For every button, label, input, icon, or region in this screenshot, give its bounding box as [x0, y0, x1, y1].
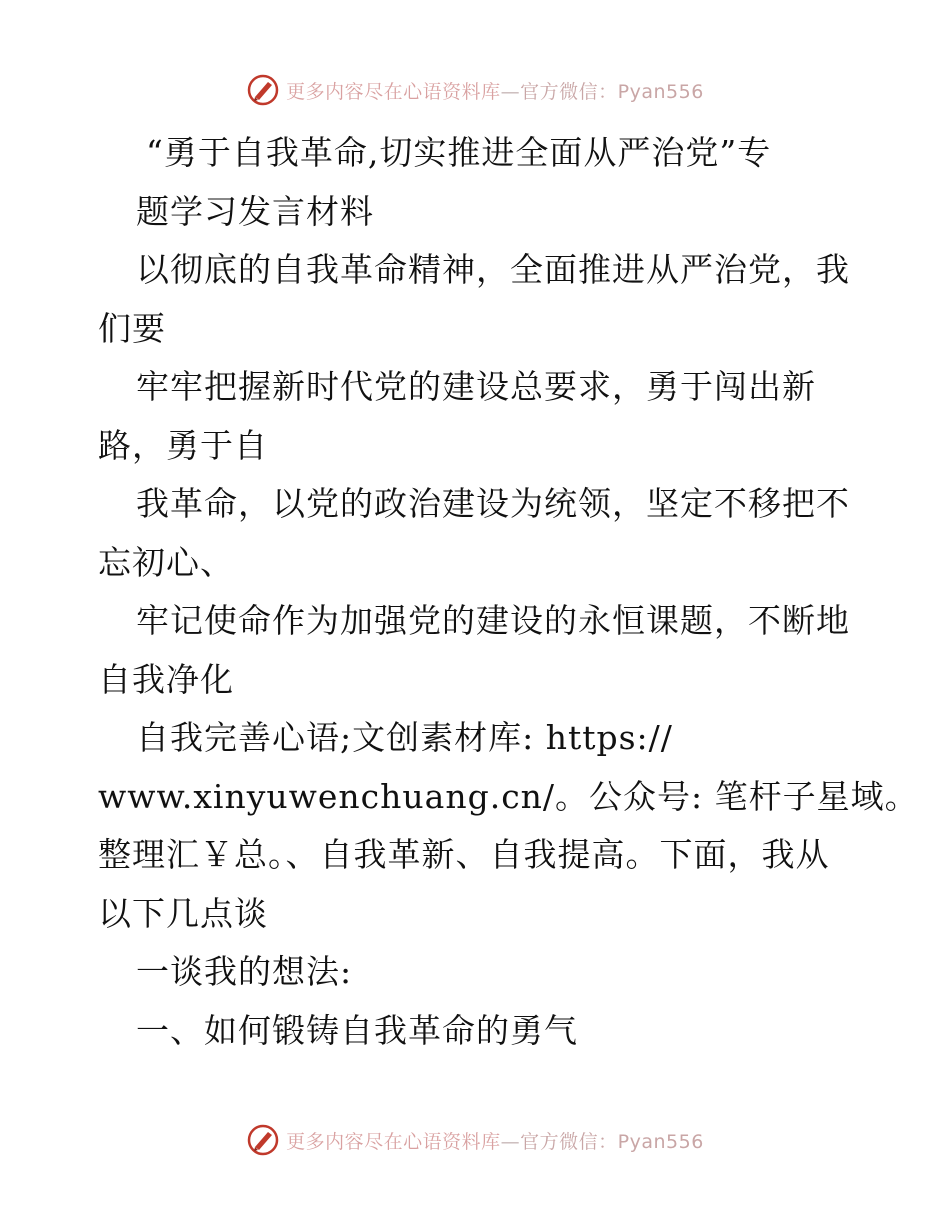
- doc-url-line: www.xinyuwenchuang.cn/。公众号: 笔杆子星域。: [98, 776, 919, 816]
- watermark-footer-inner: [246, 1123, 704, 1157]
- doc-paragraph-line: 路，勇于自: [98, 425, 268, 465]
- watermark-text: [286, 77, 704, 104]
- watermark-separator: —: [500, 1130, 521, 1153]
- watermark-header: [0, 70, 950, 110]
- document-body: [98, 124, 919, 1060]
- watermark-contact: 官方微信：Pyan556: [520, 80, 704, 103]
- doc-section-heading: 一、如何锻铸自我革命的勇气: [136, 1010, 578, 1050]
- watermark-separator: —: [500, 80, 521, 103]
- doc-paragraph-line: 我革命，以党的政治建设为统领，坚定不移把不: [136, 484, 850, 523]
- watermark-contact: 官方微信：Pyan556: [520, 1130, 704, 1153]
- watermark-footer: [0, 1120, 950, 1160]
- doc-paragraph-line: 整理汇￥总。、自我革新、自我提高。下面，我从: [98, 835, 830, 874]
- pen-logo-icon: [246, 1123, 280, 1157]
- watermark-brand: 更多内容尽在心语资料库: [286, 80, 501, 103]
- watermark-brand: 更多内容尽在心语资料库: [286, 1130, 501, 1153]
- doc-paragraph-line: 以下几点谈: [98, 893, 268, 933]
- doc-paragraph-line: 牢记使命作为加强党的建设的永恒课题，不断地: [136, 601, 850, 640]
- watermark-text: [286, 1127, 704, 1154]
- doc-paragraph-line: 牢牢把握新时代党的建设总要求，勇于闯出新: [136, 367, 816, 406]
- watermark-header-inner: [246, 73, 704, 107]
- pen-logo-icon: [246, 73, 280, 107]
- doc-title-line-1: “勇于自我革命,切实推进全面从严治党”专: [146, 133, 772, 172]
- doc-paragraph-line: 自我完善心语;文创素材库: https://: [136, 718, 673, 757]
- doc-paragraph-line: 自我净化: [98, 659, 234, 699]
- doc-paragraph-line: 们要: [98, 308, 166, 348]
- doc-paragraph-line: 忘初心、: [98, 542, 234, 582]
- doc-paragraph-line: 以彻底的自我革命精神，全面推进从严治党，我: [136, 250, 850, 289]
- doc-paragraph-line: 一谈我的想法:: [136, 952, 353, 991]
- doc-title-line-2: 题学习发言材料: [136, 191, 374, 231]
